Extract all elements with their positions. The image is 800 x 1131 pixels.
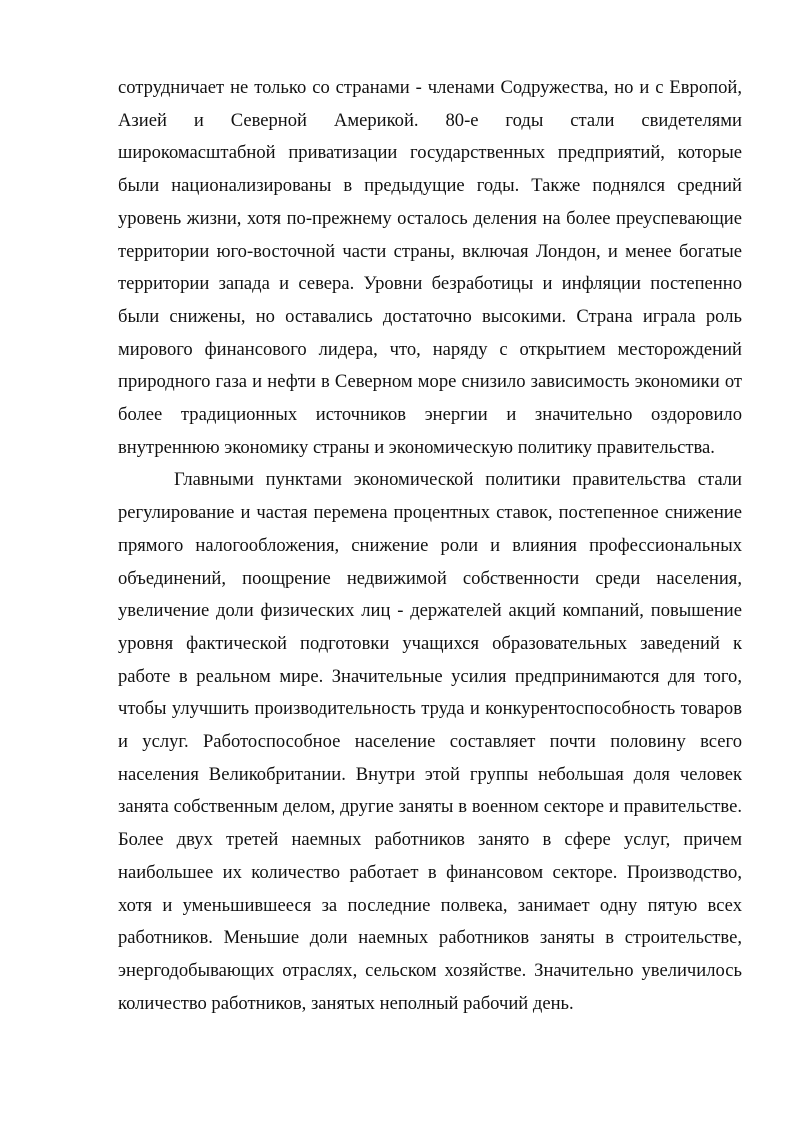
paragraph-1: сотрудничает не только со странами - членами Содружества, но и с Европой, Азией и Северной Америкой. 80-е годы стали свидетелями широкомасштабной приватизации государственных предприятий, которые были национализированы в предыдущие годы. Также поднялся средний уровень жизни, хотя по-прежнему осталось деления на более преуспевающие территории юго-восточной части страны, включая Лондон, и менее богатые территории запада и севера. Уровни безработицы и инфляции постепенно были снижены, но оставались достаточно высокими. Страна играла роль мирового финансового лидера, что, наряду с открытием месторождений природного газа и нефти в Северном море снизило зависимость экономики от более традиционных источников энергии и значительно оздоровило внутреннюю экономику страны и экономическую политику правительства. [118, 77, 742, 458]
body-text [118, 72, 742, 1020]
paragraph-2: Главными пунктами экономической политики правительства стали регулирование и частая перемена процентных ставок, постепенное снижение прямого налогообложения, снижение роли и влияния профессиональных объединений, поощрение недвижимой собственности среди населения, увеличение доли физических лиц - держателей акций компаний, повышение уровня фактической подготовки учащихся образовательных заведений к работе в реальном мире. Значительные усилия предпринимаются для того, чтобы улучшить производительность труда и конкурентоспособность товаров и услуг. Работоспособное население составляет почти половину всего населения Великобритании. Внутри этой группы небольшая доля человек занята собственным делом, другие заняты в военном секторе и правительстве. Более двух третей наемных работников занято в сфере услуг, причем наибольшее их количество работает в финансовом секторе. Производство, хотя и уменьшившееся за последние полвека, занимает одну пятую всех работников. Меньшие доли наемных работников заняты в строительстве, энергодобывающих отраслях, сельском хозяйстве. Значительно увеличилось количество работников, занятых неполный рабочий день. [118, 469, 742, 1014]
